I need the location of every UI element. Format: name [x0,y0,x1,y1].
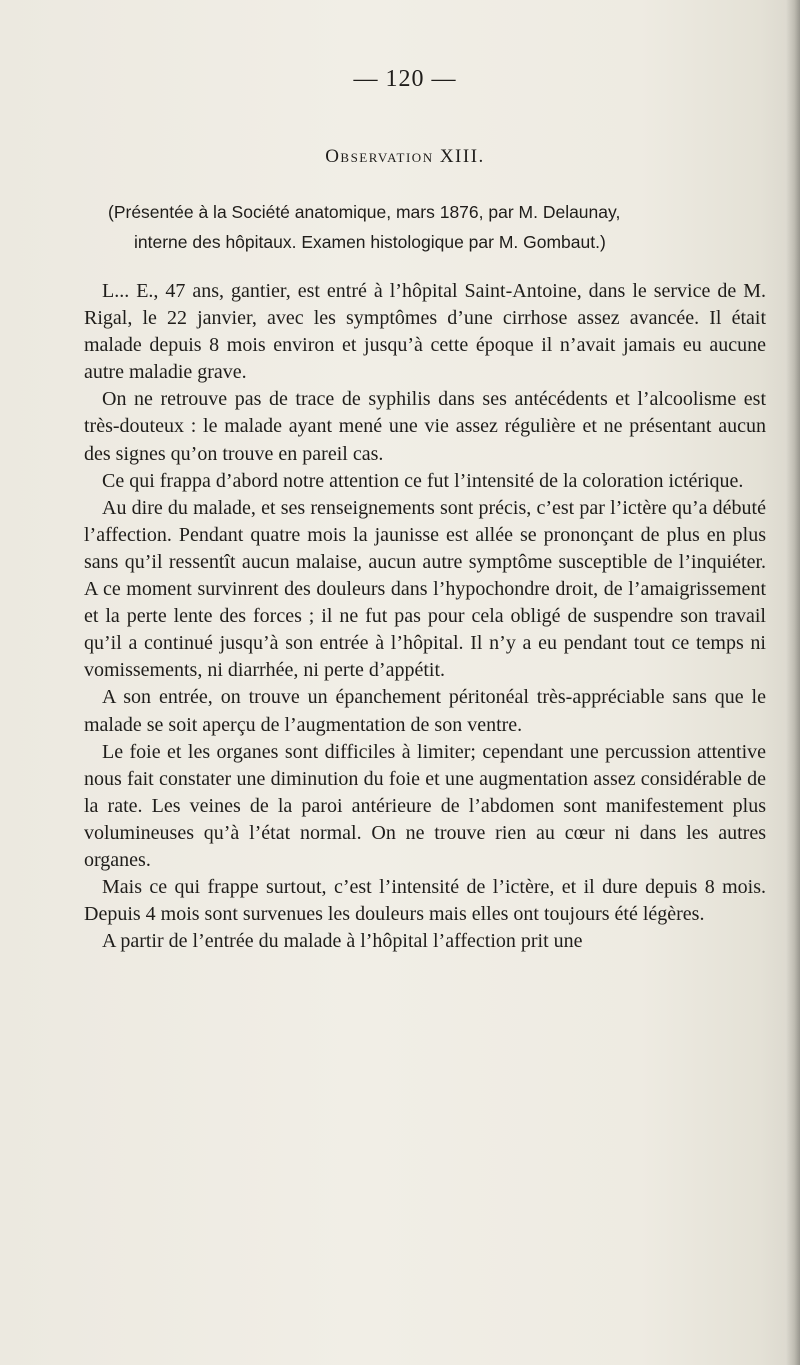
body-text [84,278,766,955]
paragraph: L... E., 47 ans, gantier, est entré à l’hôpital Saint-Antoine, dans le service de M. Rigal, le 22 janvier, avec les symptômes d’une cirrhose assez avancée. Il était malade depuis 8 mois environ et jusqu’à cette époque il n’avait jamais eu aucune autre maladie grave. [84,280,766,384]
paragraph: Au dire du malade, et ses renseignements sont précis, c’est par l’ictère qu’a débuté l’affection. Pendant quatre mois la jaunisse est allée se prononçant de plus en plus sans qu’il ressentît aucun malaise, aucun autre symptôme susceptible de l’inquiéter. A ce moment survinrent des douleurs dans l’hypochondre droit, de l’amaigrissement et la perte lente des forces ; il ne fut pas pour cela obligé de suspendre son travail qu’il a continué jusqu’à son entrée à l’hôpital. Il n’y a eu pendant tout ce temps ni vomissements, ni diarrhée, ni perte d’appétit. [84,496,766,682]
paragraph: A son entrée, on trouve un épanchement péritonéal très-appréciable sans que le malade se soit aperçu de l’augmentation de son ventre. [84,686,766,736]
paragraph: Mais ce qui frappe surtout, c’est l’intensité de l’ictère, et il dure depuis 8 mois. Depuis 4 mois sont survenues les douleurs mais elles ont toujours été légères. [84,876,766,926]
paragraph: Ce qui frappa d’abord notre attention ce fut l’intensité de la coloration ictérique. [102,469,744,492]
observation-title: Observation XIII. [325,146,485,167]
observation-subtitle [108,197,758,257]
page-edge-shadow [786,0,800,1365]
paragraph: On ne retrouve pas de trace de syphilis dans ses antécédents et l’alcoolisme est très-douteux : le malade ayant mené une vie assez régulière et ne présentant aucun des signes qu’on trouve en pareil cas. [84,388,766,465]
subtitle-line-1: (Présentée à la Société anatomique, mars 1876, par M. Delaunay, [108,202,621,222]
page-number: — 120 — [353,66,457,92]
paragraph: A partir de l’entrée du malade à l’hôpital l’affection prit une [102,930,583,953]
paragraph: Le foie et les organes sont difficiles à limiter; cependant une percussion attentive nous fait constater une diminution du foie et une augmentation assez considérable de la rate. Les veines de la paroi antérieure de l’abdomen sont manifestement plus volumineuses qu’à l’état normal. On ne trouve rien au cœur ni dans les autres organes. [84,740,766,871]
subtitle-line-2: interne des hôpitaux. Examen histologique par M. Gombaut.) [134,232,606,252]
